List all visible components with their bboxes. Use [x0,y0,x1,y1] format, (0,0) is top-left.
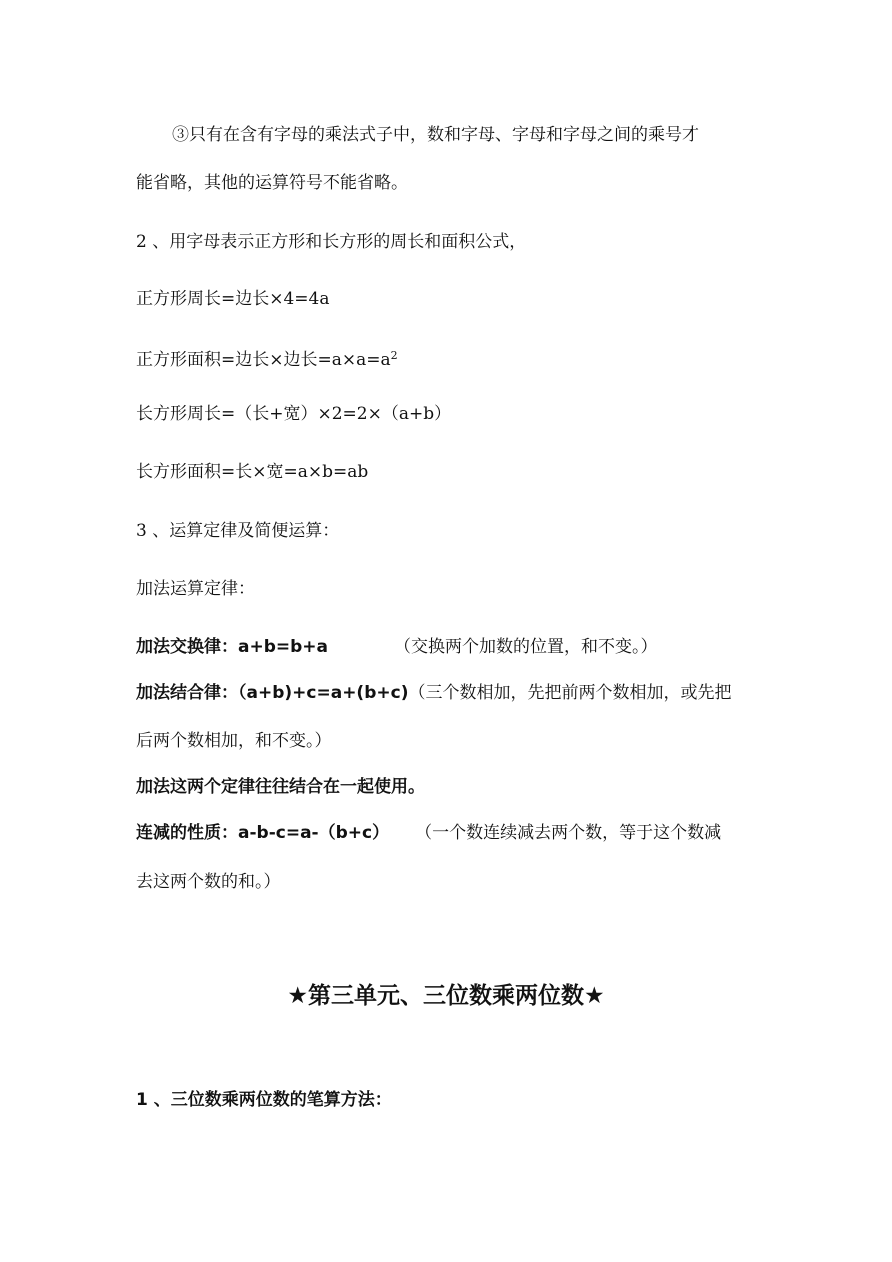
associative-law [136,682,731,704]
formula-rectangle-area: 长方形面积=长×宽=a×b=ab [136,462,369,482]
associative-law-continued: 后两个数相加，和不变。） [136,731,332,751]
law-label: 加法交换律：a+b=b+a [136,637,329,657]
law-label: 连减的性质：a-b-c=a-（b+c） [136,823,390,843]
section-2-title: 2 、用字母表示正方形和长方形的周长和面积公式， [136,232,527,252]
subtraction-property [136,822,721,844]
law-note: （一个数连续减去两个数，等于这个数减 [415,823,722,843]
commutative-law [136,636,658,658]
subtraction-property-continued: 去这两个数的和。） [136,872,281,892]
formula-square-perimeter: 正方形周长=边长×4=4a [136,289,330,309]
paragraph-line: 能省略，其他的运算符号不能省略。 [136,173,408,193]
addition-laws-subtitle: 加法运算定律： [136,579,255,599]
unit-3-heading: ★第三单元、三位数乘两位数★ [287,983,605,1009]
formula-square-area [136,345,398,371]
section-3-title: 3 、运算定律及简便运算： [136,521,340,541]
formula-rectangle-perimeter: 长方形周长=（长+宽）×2=2×（a+b） [136,404,452,424]
law-label: 加法结合律：（a+b)+c=a+(b+c) [136,683,409,703]
unit-3-item-1: 1 、三位数乘两位数的笔算方法： [136,1090,392,1110]
law-note: （交换两个加数的位置，和不变。） [394,637,658,657]
paragraph-line: ③只有在含有字母的乘法式子中，数和字母、字母和字母之间的乘号才 [172,125,699,145]
combined-laws-note: 加法这两个定律往往结合在一起使用。 [136,777,425,797]
exponent: 2 [390,349,398,362]
law-note: （三个数相加，先把前两个数相加，或先把 [408,683,732,703]
formula-text: 正方形面积=边长×边长=a×a=a [136,350,391,370]
